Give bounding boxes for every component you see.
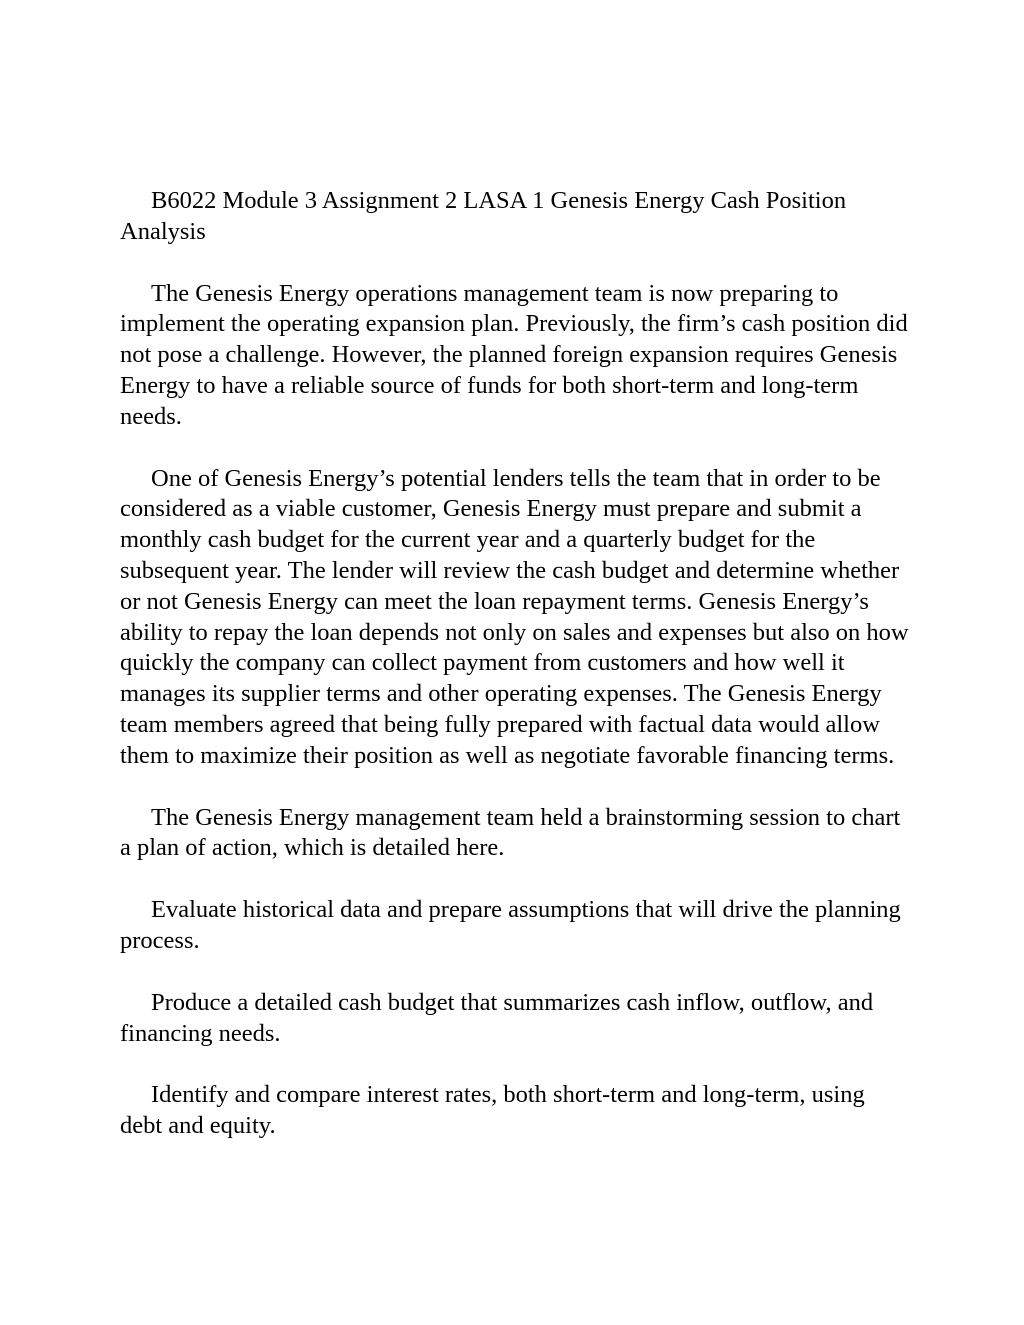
paragraph-expansion-plan: The Genesis Energy operations management team is now preparing to implement the operating expansion plan. Previously, the firm’s cash position did not pose a challenge. However, the planned foreign expansion requires Genesis Energy to have a reliable source of funds for both short-term and long-term needs. xyxy=(120,279,908,430)
paragraph-compare-interest-rates: Identify and compare interest rates, both short-term and long-term, using debt and equity. xyxy=(120,1081,865,1140)
document-title: B6022 Module 3 Assignment 2 LASA 1 Genesis Energy Cash Position Analysis xyxy=(120,187,847,245)
document-body xyxy=(120,186,910,1173)
paragraph-evaluate-historical-data: Evaluate historical data and prepare assumptions that will drive the planning process. xyxy=(120,896,901,954)
paragraph-brainstorming-session: The Genesis Energy management team held a brainstorming session to chart a plan of action, which is detailed here. xyxy=(120,803,901,862)
paragraph-produce-cash-budget: Produce a detailed cash budget that summarizes cash inflow, outflow, and financing needs. xyxy=(120,988,874,1047)
paragraph-lender-requirements: One of Genesis Energy’s potential lenders tells the team that in order to be considered as a viable customer, Genesis Energy must prepare and submit a monthly cash budget for the current year and a quarterly budget for the subsequent year. The lender will review the cash budget and determine whether or not Genesis Energy can meet the loan repayment terms. Genesis Energy’s ability to repay the loan depends not only on sales and expenses but also on how quickly the company can collect payment from customers and how well it manages its supplier terms and other operating expenses. The Genesis Energy team members agreed that being fully prepared with factual data would allow them to maximize their position as well as negotiate favorable financing terms. xyxy=(120,464,909,769)
